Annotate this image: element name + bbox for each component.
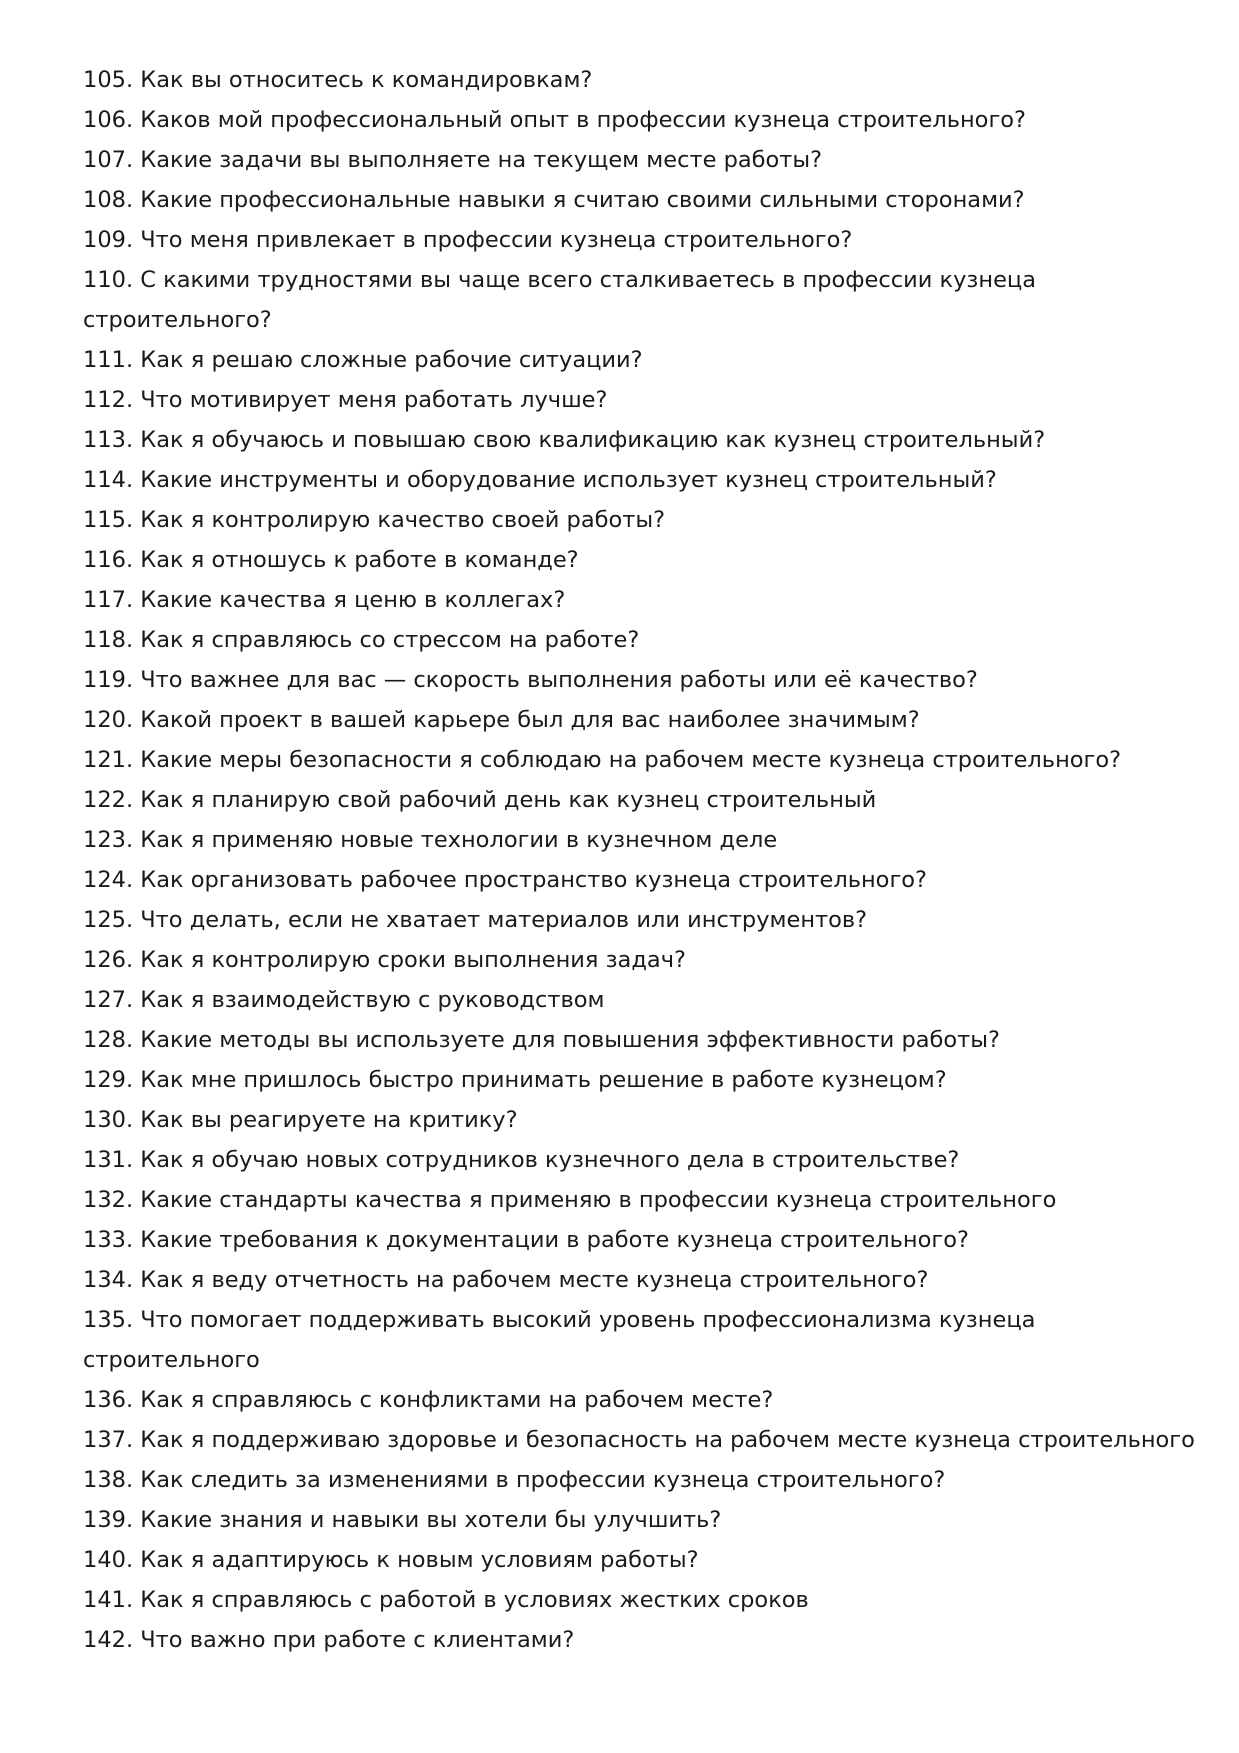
question-item: [83, 1180, 1183, 1220]
question-text-line: строительного?: [83, 307, 272, 333]
question-item: [83, 1140, 1183, 1180]
question-text-line: 113. Как я обучаюсь и повышаю свою квалификацию как кузнец строительный?: [83, 427, 1046, 453]
question-item: [83, 260, 1183, 340]
question-text-line: 129. Как мне пришлось быстро принимать решение в работе кузнецом?: [83, 1067, 947, 1093]
question-item: [83, 1220, 1183, 1260]
question-text-line: 141. Как я справляюсь с работой в условиях жестких сроков: [83, 1587, 809, 1613]
question-text-line: 119. Что важнее для вас — скорость выполнения работы или её качество?: [83, 667, 978, 693]
question-item: [83, 620, 1183, 660]
question-text-line: 112. Что мотивирует меня работать лучше?: [83, 387, 608, 413]
question-text-line: строительного: [83, 1347, 260, 1373]
question-text-line: 124. Как организовать рабочее пространство кузнеца строительного?: [83, 867, 927, 893]
question-text-line: 126. Как я контролирую сроки выполнения задач?: [83, 947, 686, 973]
question-item: [83, 220, 1183, 260]
question-text-line: 109. Что меня привлекает в профессии кузнеца строительного?: [83, 227, 853, 253]
question-text-line: 136. Как я справляюсь с конфликтами на рабочем месте?: [83, 1387, 774, 1413]
question-text-line: 121. Какие меры безопасности я соблюдаю на рабочем месте кузнеца строительного?: [83, 747, 1122, 773]
question-item: [83, 340, 1183, 380]
question-text-line: 106. Каков мой профессиональный опыт в профессии кузнеца строительного?: [83, 107, 1026, 133]
question-text-line: 111. Как я решаю сложные рабочие ситуации?: [83, 347, 643, 373]
question-item: [83, 860, 1183, 900]
question-text-line: 128. Какие методы вы используете для повышения эффективности работы?: [83, 1027, 1000, 1053]
question-text-line: 134. Как я веду отчетность на рабочем месте кузнеца строительного?: [83, 1267, 929, 1293]
question-item: [83, 700, 1183, 740]
question-text-line: 140. Как я адаптируюсь к новым условиям работы?: [83, 1547, 699, 1573]
question-item: [83, 100, 1183, 140]
question-text-line: 122. Как я планирую свой рабочий день как кузнец строительный: [83, 787, 877, 813]
question-item: [83, 1540, 1183, 1580]
question-item: [83, 1020, 1183, 1060]
question-text-line: 142. Что важно при работе с клиентами?: [83, 1627, 575, 1653]
question-item: [83, 1420, 1195, 1460]
question-list: [83, 60, 1195, 1660]
question-item: [83, 940, 1183, 980]
question-item: [83, 980, 1183, 1020]
question-item: [83, 1580, 1183, 1620]
question-item: [83, 460, 1183, 500]
question-text-line: 132. Какие стандарты качества я применяю в профессии кузнеца строительного: [83, 1187, 1057, 1213]
question-item: [83, 1260, 1183, 1300]
question-text-line: 118. Как я справляюсь со стрессом на работе?: [83, 627, 640, 653]
question-item: [83, 660, 1183, 700]
question-item: [83, 1500, 1183, 1540]
question-item: [83, 820, 1183, 860]
question-item: [83, 1380, 1183, 1420]
question-item: [83, 420, 1183, 460]
question-text-line: 105. Как вы относитесь к командировкам?: [83, 67, 593, 93]
question-item: [83, 1060, 1183, 1100]
question-text-line: 127. Как я взаимодействую с руководством: [83, 987, 605, 1013]
question-text-line: 130. Как вы реагируете на критику?: [83, 1107, 518, 1133]
question-text-line: 114. Какие инструменты и оборудование использует кузнец строительный?: [83, 467, 997, 493]
question-text-line: 131. Как я обучаю новых сотрудников кузнечного дела в строительстве?: [83, 1147, 960, 1173]
question-item: [83, 1100, 1183, 1140]
question-text-line: 133. Какие требования к документации в работе кузнеца строительного?: [83, 1227, 969, 1253]
question-item: [83, 140, 1183, 180]
question-text-line: 125. Что делать, если не хватает материалов или инструментов?: [83, 907, 868, 933]
question-item: [83, 900, 1183, 940]
question-text-line: 115. Как я контролирую качество своей работы?: [83, 507, 666, 533]
question-item: [83, 180, 1183, 220]
question-text-line: 120. Какой проект в вашей карьере был для вас наиболее значимым?: [83, 707, 920, 733]
question-item: [83, 60, 1183, 100]
question-text-line: 116. Как я отношусь к работе в команде?: [83, 547, 579, 573]
question-text-line: 138. Как следить за изменениями в профессии кузнеца строительного?: [83, 1467, 946, 1493]
question-item: [83, 580, 1183, 620]
question-item: [83, 500, 1183, 540]
question-text-line: 139. Какие знания и навыки вы хотели бы улучшить?: [83, 1507, 722, 1533]
question-item: [83, 740, 1183, 780]
question-text-line: 107. Какие задачи вы выполняете на текущем месте работы?: [83, 147, 823, 173]
question-item: [83, 380, 1183, 420]
question-text-line: 123. Как я применяю новые технологии в кузнечном деле: [83, 827, 778, 853]
question-text-line: 108. Какие профессиональные навыки я считаю своими сильными сторонами?: [83, 187, 1025, 213]
question-text-line: 110. С какими трудностями вы чаще всего сталкиваетесь в профессии кузнеца: [83, 267, 1037, 293]
question-item: [83, 1620, 1183, 1660]
question-text-line: 137. Как я поддерживаю здоровье и безопасность на рабочем месте кузнеца строительного: [83, 1427, 1195, 1453]
question-text-line: 117. Какие качества я ценю в коллегах?: [83, 587, 566, 613]
question-item: [83, 540, 1183, 580]
question-item: [83, 1300, 1183, 1380]
question-item: [83, 1460, 1183, 1500]
question-item: [83, 780, 1183, 820]
question-text-line: 135. Что помогает поддерживать высокий уровень профессионализма кузнеца: [83, 1307, 1036, 1333]
